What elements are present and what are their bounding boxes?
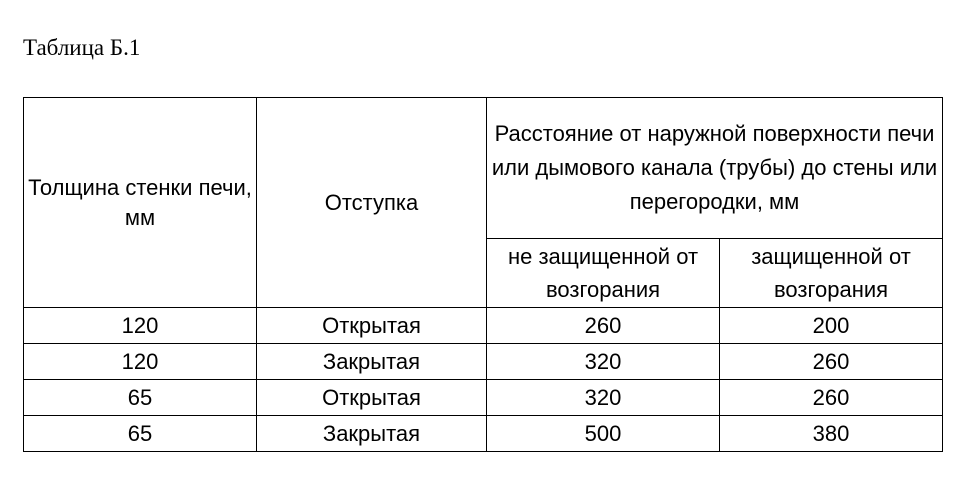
header-offset: Отступка bbox=[257, 98, 487, 308]
cell-unprotected: 320 bbox=[487, 380, 720, 416]
cell-offset: Закрытая bbox=[257, 416, 487, 452]
cell-thickness: 120 bbox=[24, 344, 257, 380]
cell-unprotected: 320 bbox=[487, 344, 720, 380]
cell-offset: Открытая bbox=[257, 308, 487, 344]
header-unprotected: не защищенной от возгорания bbox=[487, 239, 720, 308]
header-protected: защищенной от возгорания bbox=[720, 239, 943, 308]
cell-protected: 200 bbox=[720, 308, 943, 344]
cell-thickness: 120 bbox=[24, 308, 257, 344]
cell-offset: Закрытая bbox=[257, 344, 487, 380]
cell-unprotected: 500 bbox=[487, 416, 720, 452]
header-row bbox=[24, 98, 943, 239]
cell-offset: Открытая bbox=[257, 380, 487, 416]
cell-thickness: 65 bbox=[24, 380, 257, 416]
table-row bbox=[24, 380, 943, 416]
table-caption: Таблица Б.1 bbox=[23, 35, 141, 60]
cell-protected: 260 bbox=[720, 380, 943, 416]
data-table bbox=[23, 97, 943, 452]
table-row bbox=[24, 308, 943, 344]
table-row bbox=[24, 344, 943, 380]
cell-protected: 260 bbox=[720, 344, 943, 380]
cell-unprotected: 260 bbox=[487, 308, 720, 344]
table-row bbox=[24, 416, 943, 452]
cell-protected: 380 bbox=[720, 416, 943, 452]
header-distance: Расстояние от наружной поверхности печи или дымового канала (трубы) до стены или перегородки, мм bbox=[487, 98, 943, 239]
header-thickness: Толщина стенки печи, мм bbox=[24, 98, 257, 308]
cell-thickness: 65 bbox=[24, 416, 257, 452]
